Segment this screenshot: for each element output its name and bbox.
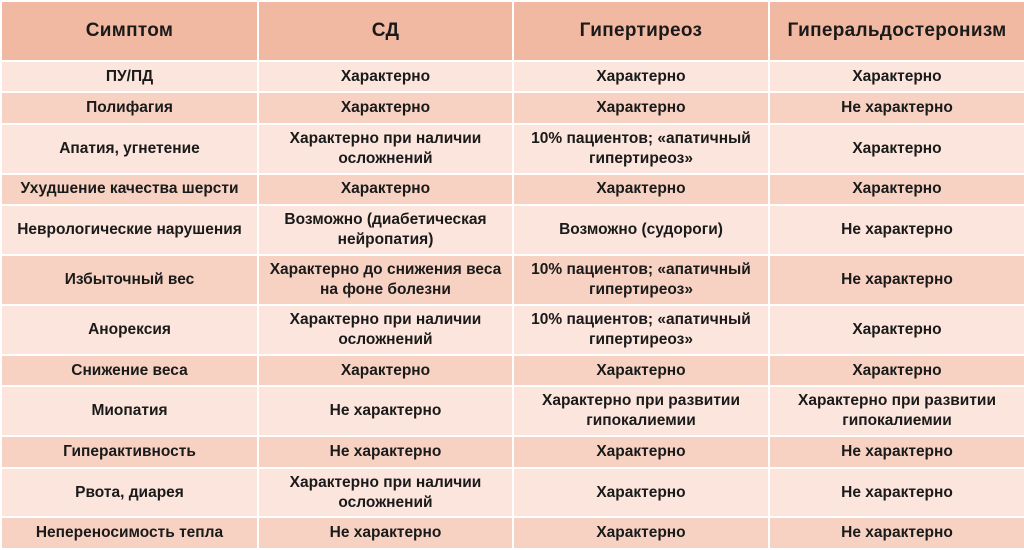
value-cell: Характерно — [769, 124, 1024, 174]
value-cell: Не характерно — [769, 468, 1024, 518]
value-cell: 10% пациентов; «апатичный гипертиреоз» — [513, 255, 769, 305]
value-cell: Характерно при наличии осложнений — [258, 124, 513, 174]
value-cell: Не характерно — [769, 517, 1024, 549]
header-cell-hyperthyroidism: Гипертиреоз — [513, 1, 769, 61]
table-row — [1, 61, 1024, 92]
value-cell: Характерно — [513, 174, 769, 205]
symptom-cell: Рвота, диарея — [1, 468, 258, 518]
header-row — [1, 1, 1024, 61]
symptom-cell: Снижение веса — [1, 355, 258, 386]
value-cell: Не характерно — [258, 517, 513, 549]
table-row — [1, 468, 1024, 518]
value-cell: Характерно — [258, 61, 513, 92]
value-cell: Возможно (диабетическая нейропатия) — [258, 205, 513, 255]
value-cell: Не характерно — [769, 436, 1024, 467]
table-row — [1, 205, 1024, 255]
value-cell: 10% пациентов; «апатичный гипертиреоз» — [513, 305, 769, 355]
value-cell: Характерно — [769, 61, 1024, 92]
value-cell: Не характерно — [769, 205, 1024, 255]
table-row — [1, 305, 1024, 355]
value-cell: Характерно при наличии осложнений — [258, 468, 513, 518]
symptom-cell: Гиперактивность — [1, 436, 258, 467]
value-cell: Характерно — [769, 355, 1024, 386]
table-row — [1, 255, 1024, 305]
value-cell: Не характерно — [258, 386, 513, 436]
symptom-cell: ПУ/ПД — [1, 61, 258, 92]
value-cell: Характерно — [513, 517, 769, 549]
header-cell-symptom: Симптом — [1, 1, 258, 61]
symptom-cell: Непереносимость тепла — [1, 517, 258, 549]
symptom-cell: Полифагия — [1, 92, 258, 123]
value-cell: Характерно — [258, 174, 513, 205]
header-cell-diabetes: СД — [258, 1, 513, 61]
value-cell: Характерно при наличии осложнений — [258, 305, 513, 355]
symptom-cell: Анорексия — [1, 305, 258, 355]
value-cell: Характерно — [258, 92, 513, 123]
table-row — [1, 517, 1024, 549]
value-cell: Не характерно — [769, 255, 1024, 305]
symptom-cell: Избыточный вес — [1, 255, 258, 305]
value-cell: Не характерно — [258, 436, 513, 467]
symptom-cell: Миопатия — [1, 386, 258, 436]
value-cell: Характерно при развитии гипокалиемии — [769, 386, 1024, 436]
value-cell: Не характерно — [769, 92, 1024, 123]
value-cell: Характерно — [513, 355, 769, 386]
symptom-cell: Ухудшение качества шерсти — [1, 174, 258, 205]
table-row — [1, 174, 1024, 205]
symptom-cell: Апатия, угнетение — [1, 124, 258, 174]
value-cell: Характерно — [258, 355, 513, 386]
table-row — [1, 355, 1024, 386]
value-cell: Характерно — [513, 436, 769, 467]
value-cell: Характерно до снижения веса на фоне болезни — [258, 255, 513, 305]
value-cell: Характерно — [769, 174, 1024, 205]
table-row — [1, 92, 1024, 123]
value-cell: Возможно (судороги) — [513, 205, 769, 255]
value-cell: Характерно — [513, 468, 769, 518]
header-cell-hyperaldosteronism: Гиперальдостеронизм — [769, 1, 1024, 61]
table-row — [1, 386, 1024, 436]
value-cell: Характерно при развитии гипокалиемии — [513, 386, 769, 436]
value-cell: Характерно — [513, 92, 769, 123]
table-row — [1, 124, 1024, 174]
table-row — [1, 436, 1024, 467]
value-cell: 10% пациентов; «апатичный гипертиреоз» — [513, 124, 769, 174]
symptom-cell: Неврологические нарушения — [1, 205, 258, 255]
value-cell: Характерно — [513, 61, 769, 92]
value-cell: Характерно — [769, 305, 1024, 355]
